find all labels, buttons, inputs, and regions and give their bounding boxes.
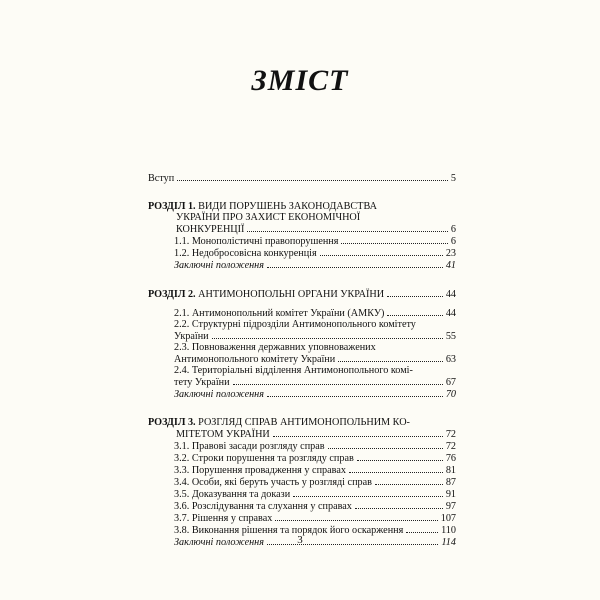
section-page: 44	[445, 289, 456, 300]
toc-section-2	[148, 288, 456, 400]
toc-entry-page: 76	[445, 453, 456, 464]
section-title-last-line	[148, 428, 456, 440]
toc-entry-text: 2.4. Територіальні відділення Антимонопольного комі-	[174, 365, 413, 376]
section-label: РОЗДІЛ 2.	[148, 289, 196, 300]
toc-section-1	[148, 201, 456, 271]
toc-entry-text: 1.2. Недобросовісна конкуренція	[174, 248, 317, 259]
leader-dots	[275, 512, 437, 521]
section-title-line: МІТЕТОМ УКРАЇНИ	[176, 429, 270, 440]
toc-entry-page: 5	[450, 173, 456, 184]
toc-entry	[148, 247, 456, 259]
section-title-last-line	[148, 223, 456, 235]
toc-entry-intro	[148, 172, 456, 184]
leader-dots	[328, 440, 443, 449]
toc-entry-text: Заключні положення	[174, 389, 264, 400]
leader-dots	[406, 524, 438, 533]
leader-dots	[247, 223, 447, 232]
toc-entry-page: 72	[445, 441, 456, 452]
section-heading	[148, 288, 456, 300]
toc-entry-text: 2.3. Повноваження державних уповноважених	[174, 342, 376, 353]
toc-entry-page: 70	[445, 389, 456, 400]
toc-entry-page: 41	[445, 260, 456, 271]
toc-entry-text: тету України	[174, 377, 230, 388]
toc-entry-page: 97	[445, 501, 456, 512]
section-heading	[148, 201, 456, 212]
toc-entry	[148, 452, 456, 464]
section-page: 6	[450, 224, 456, 235]
toc-entry-page: 67	[445, 377, 456, 388]
leader-dots	[267, 259, 443, 268]
section-page: 72	[445, 429, 456, 440]
toc-entry-text: 1.1. Монополістичні правопорушення	[174, 236, 339, 247]
toc-entry-page: 81	[445, 465, 456, 476]
toc-entry	[148, 440, 456, 452]
leader-dots	[320, 247, 443, 256]
toc-entry-text: України	[174, 331, 209, 342]
toc-entry	[148, 353, 456, 365]
toc-entry	[148, 376, 456, 388]
toc-entry	[148, 307, 456, 319]
toc-entry	[148, 488, 456, 500]
leader-dots	[233, 376, 443, 385]
leader-dots	[357, 452, 443, 461]
leader-dots	[349, 464, 443, 473]
section-label: РОЗДІЛ 1.	[148, 201, 196, 212]
leader-dots	[355, 500, 443, 509]
toc-entry-conclusion	[148, 259, 456, 271]
toc-entry-text: 3.4. Особи, які беруть участь у розгляді справ	[174, 477, 372, 488]
leader-dots	[387, 288, 443, 297]
toc-entry-text: 3.3. Порушення провадження у справах	[174, 465, 346, 476]
toc-entry	[148, 330, 456, 342]
section-heading	[148, 417, 456, 428]
toc-entry-page: 63	[445, 354, 456, 365]
toc-entry-page: 91	[445, 489, 456, 500]
toc-entry-page: 107	[440, 513, 456, 524]
page-number: 3	[297, 534, 303, 546]
toc-entry-page: 23	[445, 248, 456, 259]
toc-entry-text: 3.5. Доказування та докази	[174, 489, 291, 500]
toc-section-3	[148, 417, 456, 548]
leader-dots	[375, 476, 443, 485]
leader-dots	[273, 428, 443, 437]
section-label: РОЗДІЛ 3.	[148, 417, 196, 428]
toc-entry-page: 110	[441, 525, 456, 536]
toc-entry-text: Заключні положення	[174, 260, 264, 271]
toc-entry	[148, 235, 456, 247]
leader-dots	[338, 353, 443, 362]
toc-entry-page: 114	[441, 537, 456, 548]
leader-dots	[267, 388, 443, 397]
toc-entry-page: 55	[445, 331, 456, 342]
section-title-line: АНТИМОНОПОЛЬНІ ОРГАНИ УКРАЇНИ	[198, 289, 385, 300]
leader-dots	[387, 307, 442, 316]
toc-entry-text: 3.6. Розслідування та слухання у справах	[174, 501, 352, 512]
toc-entry-page: 6	[450, 236, 456, 247]
leader-dots	[341, 235, 447, 244]
toc-entry	[148, 500, 456, 512]
table-of-contents	[148, 172, 456, 548]
toc-entry	[148, 512, 456, 524]
section-title-line: ВИДИ ПОРУШЕНЬ ЗАКОНОДАВСТВА	[198, 201, 377, 212]
toc-entry-conclusion	[148, 388, 456, 400]
toc-entry-text: 3.7. Рішення у справах	[174, 513, 273, 524]
toc-entry-text: 2.2. Структурні підрозділи Антимонопольного комітету	[174, 319, 416, 330]
page-title: ЗМІСТ	[251, 64, 349, 97]
toc-entry-page: 87	[445, 477, 456, 488]
toc-entry-text: 3.1. Правові засади розгляду справ	[174, 441, 325, 452]
toc-entry-text: Заключні положення	[174, 537, 264, 548]
section-title-line: УКРАЇНИ ПРО ЗАХИСТ ЕКОНОМІЧНОЇ	[176, 212, 361, 223]
leader-dots	[177, 172, 448, 181]
section-title-line: РОЗГЛЯД СПРАВ АНТИМОНОПОЛЬНИМ КО-	[198, 417, 410, 428]
toc-entry	[148, 476, 456, 488]
toc-entry	[148, 464, 456, 476]
toc-entry-text: 3.2. Строки порушення та розгляду справ	[174, 453, 354, 464]
toc-entry-page: 44	[445, 308, 456, 319]
leader-dots	[293, 488, 443, 497]
toc-entry-text: 3.8. Виконання рішення та порядок його оскарження	[174, 525, 404, 536]
leader-dots	[212, 330, 443, 339]
toc-entry-text: Вступ	[148, 173, 175, 184]
toc-entry-text: Антимонопольного комітету України	[174, 354, 336, 365]
section-title-line: КОНКУРЕНЦІЇ	[176, 224, 245, 235]
toc-entry-text: 2.1. Антимонопольний комітет України (АМКУ)	[174, 308, 385, 319]
